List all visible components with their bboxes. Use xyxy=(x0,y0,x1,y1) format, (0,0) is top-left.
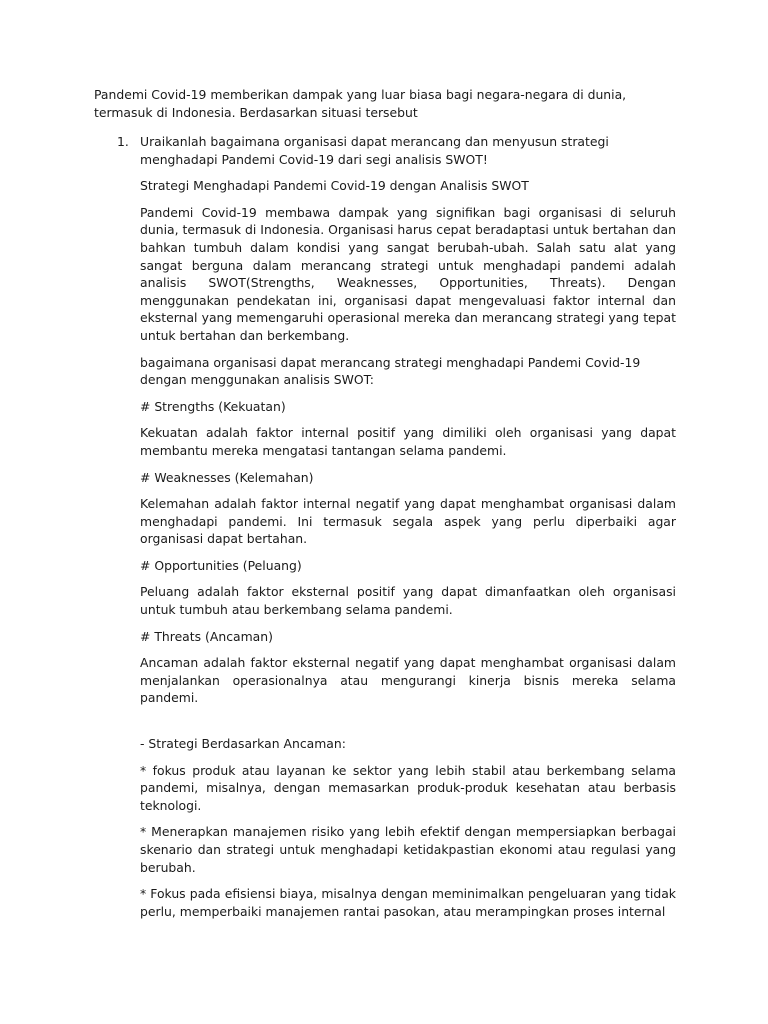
answer-title: Strategi Menghadapi Pandemi Covid-19 dengan Analisis SWOT xyxy=(140,178,529,194)
threat-strategy-item: * fokus produk atau layanan ke sektor yang lebih stabil atau berkembang selama pandemi, misalnya, dengan memasarkan produk-produk kesehatan atau berbasis teknologi. xyxy=(140,762,676,813)
strengths-text: Kekuatan adalah faktor internal positif yang dimiliki oleh organisasi yang dapat membantu mereka mengatasi tantangan selama pandemi. xyxy=(140,425,676,458)
threat-strategy-item: * Fokus pada efisiensi biaya, misalnya dengan meminimalkan pengeluaran yang tidak perlu, memperbaiki manajemen rantai pasokan, atau merampingkan proses internal xyxy=(140,886,676,919)
threat-strategy-item: * Menerapkan manajemen risiko yang lebih efektif dengan mempersiapkan berbagai skenario dan strategi untuk menghadapi ketidakpastian ekonomi atau regulasi yang berubah. xyxy=(140,824,676,875)
threats-heading: # Threats (Ancaman) xyxy=(140,628,273,644)
threat-strategy-heading: - Strategi Berdasarkan Ancaman: xyxy=(140,736,346,752)
question-text: Uraikanlah bagaimana organisasi dapat merancang dan menyusun strategi menghadapi Pandemi Covid-19 dari segi analisis SWOT! xyxy=(140,134,609,167)
threats-text: Ancaman adalah faktor eksternal negatif yang dapat menghambat organisasi dalam menjalankan operasionalnya atau mengurangi kinerja bisnis mereka selama pandemi. xyxy=(140,655,676,706)
weaknesses-text: Kelemahan adalah faktor internal negatif yang dapat menghambat organisasi dalam menghadapi pandemi. Ini termasuk segala aspek yang perlu diperbaiki agar organisasi dapat bertahan. xyxy=(140,496,676,547)
weaknesses-heading: # Weaknesses (Kelemahan) xyxy=(140,469,314,485)
intro-paragraph: Pandemi Covid-19 memberikan dampak yang luar biasa bagi negara-negara di dunia, termasuk di Indonesia. Berdasarkan situasi tersebut xyxy=(94,87,627,120)
answer-body xyxy=(140,133,676,929)
paragraph-intro: Pandemi Covid-19 membawa dampak yang signifikan bagi organisasi di seluruh dunia, termasuk di Indonesia. Organisasi harus cepat beradaptasi untuk bertahan dan bahkan tumbuh dalam kondisi yang sangat berubah-ubah. Salah satu alat yang sangat berguna dalam merancang strategi untuk menghadapi pandemi adalah analisis SWOT(Strengths, Weaknesses, Opportunities, Threats). Dengan menggunakan pendekatan ini, organisasi dapat mengevaluasi faktor internal dan eksternal yang memengaruhi operasional mereka dan merancang strategi yang tepat untuk bertahan dan berkembang. xyxy=(140,204,676,343)
strengths-heading: # Strengths (Kekuatan) xyxy=(140,398,286,414)
opportunities-text: Peluang adalah faktor eksternal positif yang dapat dimanfaatkan oleh organisasi untuk tumbuh atau berkembang selama pandemi. xyxy=(140,584,676,618)
blank-gap xyxy=(140,716,676,735)
question-number: 1. xyxy=(117,134,129,149)
paragraph-how: bagaimana organisasi dapat merancang strategi menghadapi Pandemi Covid-19 dengan menggunakan analisis SWOT: xyxy=(140,354,641,388)
opportunities-heading: # Opportunities (Peluang) xyxy=(140,557,302,573)
